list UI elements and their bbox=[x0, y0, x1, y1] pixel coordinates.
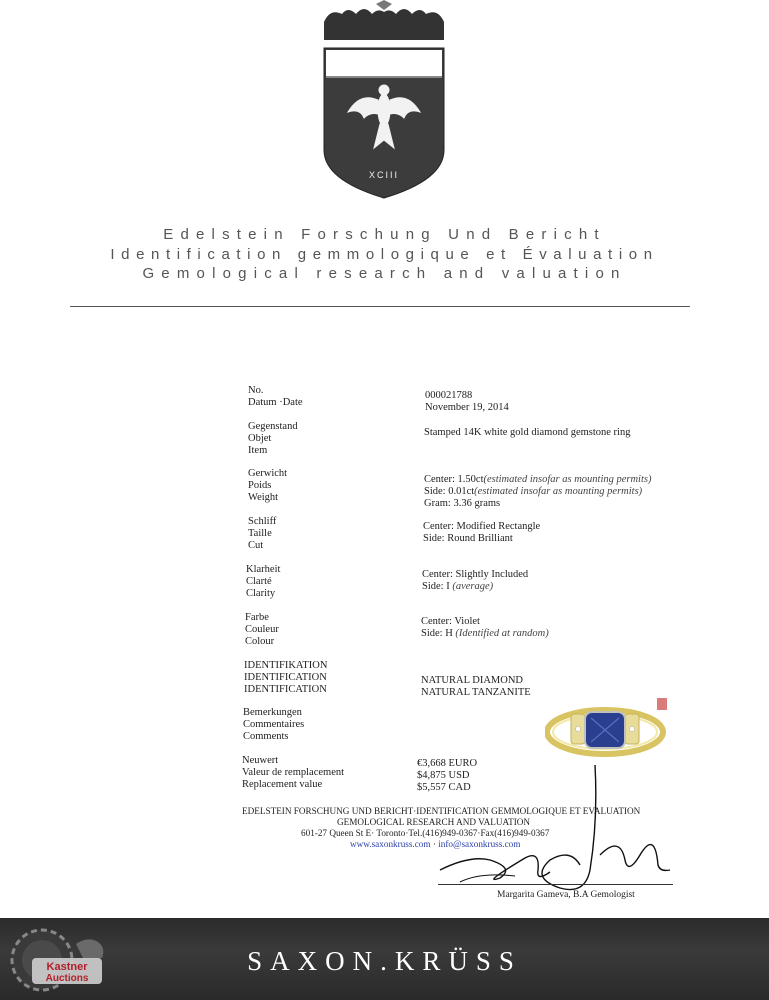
ident-label-fr: IDENTIFICATION bbox=[244, 672, 327, 683]
header-divider bbox=[70, 306, 690, 307]
ident-label-de: IDENTIFIKATION bbox=[244, 660, 328, 671]
value-cad: $5,557 CAD bbox=[417, 782, 471, 793]
ring-photo bbox=[545, 692, 670, 762]
colour-label-fr: Couleur bbox=[245, 624, 279, 635]
watermark-logo bbox=[6, 926, 116, 994]
report-number: 000021788 bbox=[425, 390, 473, 401]
gemologist-name: Margarita Gameva, B.A Gemologist bbox=[497, 890, 635, 900]
colour-side-value: Side: H bbox=[421, 628, 453, 639]
item-value: Stamped 14K white gold diamond gemstone ring bbox=[424, 427, 631, 438]
cut-label-en: Cut bbox=[248, 540, 264, 551]
weight-label-de: Gerwicht bbox=[248, 468, 288, 479]
footer-address: 601-27 Queen St E· Toronto·Tel.(416)949-0367·Fax(416)949-0367 bbox=[301, 828, 550, 838]
ident-diamond: NATURAL DIAMOND bbox=[421, 675, 523, 686]
ident-tanzanite: NATURAL TANZANITE bbox=[421, 687, 531, 698]
colour-label-en: Colour bbox=[245, 636, 275, 647]
clarity-side-note: (average) bbox=[452, 581, 494, 592]
value-label-de: Neuwert bbox=[242, 755, 279, 766]
comments-label-de: Bemerkungen bbox=[243, 707, 302, 718]
clarity-label-fr: Clarté bbox=[246, 576, 272, 587]
cut-label-de: Schliff bbox=[248, 516, 277, 527]
header-french: Identification gemmologique et Évaluation bbox=[110, 246, 659, 263]
signature bbox=[420, 760, 690, 910]
clarity-label-en: Clarity bbox=[246, 588, 276, 599]
contact-separator: · bbox=[432, 839, 439, 849]
clarity-side-value: Side: I bbox=[422, 581, 450, 592]
header-german: Edelstein Forschung Und Bericht bbox=[163, 226, 606, 243]
item-label-fr: Objet bbox=[248, 433, 272, 444]
svg-text:Auctions: Auctions bbox=[45, 973, 89, 984]
crest-ornament bbox=[324, 0, 444, 40]
clarity-side bbox=[422, 581, 493, 593]
cut-label-fr: Taille bbox=[248, 528, 272, 539]
comments-label-fr: Commentaires bbox=[243, 719, 305, 730]
clarity-label-de: Klarheit bbox=[246, 564, 281, 575]
footer-company-line: EDELSTEIN FORSCHUNG UND BERICHT·IDENTIFICATION GEMMOLOGIQUE ET EVALUATION bbox=[242, 806, 641, 816]
brand-name: SAXON.KRÜSS bbox=[247, 946, 522, 976]
weight-label-fr: Poids bbox=[248, 480, 272, 491]
weight-side bbox=[424, 486, 642, 498]
value-euro: €3,668 EURO bbox=[417, 758, 478, 769]
ident-label-en: IDENTIFICATION bbox=[244, 684, 327, 695]
date-label: Datum ·Date bbox=[248, 397, 303, 408]
cut-side: Side: Round Brilliant bbox=[423, 533, 513, 544]
email-link[interactable]: info@saxonkruss.com bbox=[438, 839, 521, 849]
weight-gram: Gram: 3.36 grams bbox=[424, 498, 501, 509]
weight-center-value: Center: 1.50ct bbox=[424, 474, 484, 485]
weight-side-note: (estimated insofar as mounting permits) bbox=[474, 486, 643, 497]
comments-label-en: Comments bbox=[243, 731, 289, 742]
report-date: November 19, 2014 bbox=[425, 402, 509, 413]
value-usd: $4,875 USD bbox=[417, 770, 470, 781]
colour-side bbox=[421, 628, 549, 640]
clarity-center: Center: Slightly Included bbox=[422, 569, 529, 580]
cut-center: Center: Modified Rectangle bbox=[423, 521, 541, 532]
value-label-fr: Valeur de remplacement bbox=[242, 767, 345, 778]
footer-subtitle: GEMOLOGICAL RESEARCH AND VALUATION bbox=[337, 817, 531, 827]
weight-center bbox=[424, 474, 651, 486]
colour-label-de: Farbe bbox=[245, 612, 269, 623]
value-label-en: Replacement value bbox=[242, 779, 323, 790]
weight-side-value: Side: 0.01ct bbox=[424, 486, 475, 497]
signature-line bbox=[438, 884, 673, 885]
item-label-en: Item bbox=[248, 445, 268, 456]
weight-label-en: Weight bbox=[248, 492, 279, 503]
website-link[interactable]: www.saxonkruss.com bbox=[350, 839, 431, 849]
weight-center-note: (estimated insofar as mounting permits) bbox=[483, 474, 652, 485]
crest-logo bbox=[320, 0, 448, 200]
watermark-text: Kastner bbox=[46, 961, 88, 973]
colour-center: Center: Violet bbox=[421, 616, 480, 627]
item-label-de: Gegenstand bbox=[248, 421, 298, 432]
no-label: No. bbox=[248, 385, 264, 396]
header-english: Gemological research and valuation bbox=[142, 265, 627, 282]
colour-side-note: (Identified at random) bbox=[455, 628, 549, 639]
crest-numeral: XCIII bbox=[368, 170, 400, 180]
